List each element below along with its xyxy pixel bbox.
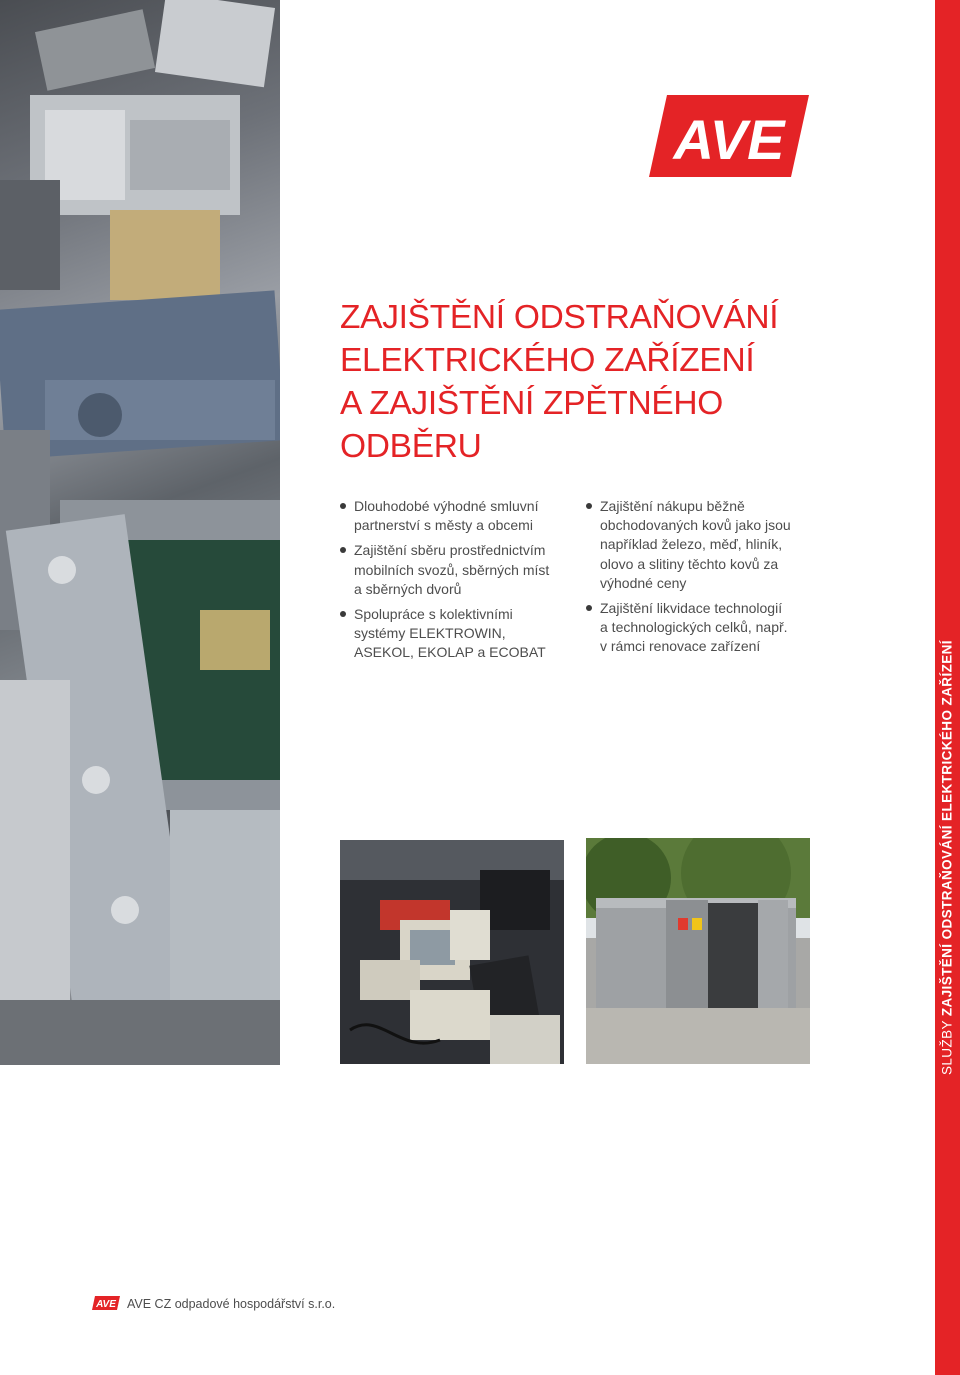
- title-line: A ZAJIŠTĚNÍ ZPĚTNÉHO: [340, 385, 724, 422]
- title-line: ELEKTRICKÉHO ZAŘÍZENÍ: [340, 342, 755, 379]
- hero-photo-ewaste: [0, 0, 280, 1065]
- footer-company: AVE CZ odpadové hospodářství s.r.o.: [127, 1297, 336, 1311]
- side-label-title: ZAJIŠTĚNÍ ODSTRAŇOVÁNÍ ELEKTRICKÉHO ZAŘÍZENÍ: [939, 640, 955, 1017]
- list-item: Zajištění sběru prostřednictvím mobilních svozů, sběrných míst a sběrných dvorů: [340, 541, 570, 599]
- title-line: ODBĚRU: [340, 428, 482, 465]
- list-item: Dlouhodobé výhodné smluvní partnerství s městy a obcemi: [340, 497, 570, 535]
- title-line: ZAJIŠTĚNÍ ODSTRAŇOVÁNÍ: [340, 299, 779, 336]
- bullet-dot-icon: [586, 503, 592, 509]
- svg-text:AVE: AVE: [96, 1299, 116, 1310]
- photo-storage-containers-drawing: [586, 838, 810, 1064]
- list-item: Zajištění likvidace technologií a technologických celků, např. v rámci renovace zařízení: [586, 599, 836, 657]
- photo-old-computers-drawing: [340, 840, 564, 1064]
- side-label: [940, 640, 955, 1075]
- bullet-dot-icon: [340, 503, 346, 509]
- ave-logo-mark: [649, 95, 809, 177]
- ave-logo: [649, 95, 809, 177]
- hero-photo-drawing: [0, 0, 280, 1065]
- side-label-prefix: SLUŽBY: [939, 1020, 955, 1075]
- bullet-list-left: [340, 497, 570, 669]
- list-item: Zajištění nákupu běžně obchodovaných kovů jako jsou například železo, měď, hliník, olovo a slitiny těchto kovů za výhodné ceny: [586, 497, 836, 593]
- photo-storage-containers: [586, 838, 810, 1064]
- bullet-dot-icon: [340, 611, 346, 617]
- svg-text:AVE: AVE: [673, 108, 785, 171]
- bullet-list-right: [586, 497, 836, 663]
- photo-old-computers: [340, 840, 564, 1064]
- bullet-dot-icon: [340, 547, 346, 553]
- page-title: [340, 296, 860, 468]
- footer-ave-logo: [92, 1296, 120, 1310]
- list-item: Spolupráce s kolektivními systémy ELEKTROWIN, ASEKOL, EKOLAP a ECOBAT: [340, 605, 570, 663]
- bullet-dot-icon: [586, 605, 592, 611]
